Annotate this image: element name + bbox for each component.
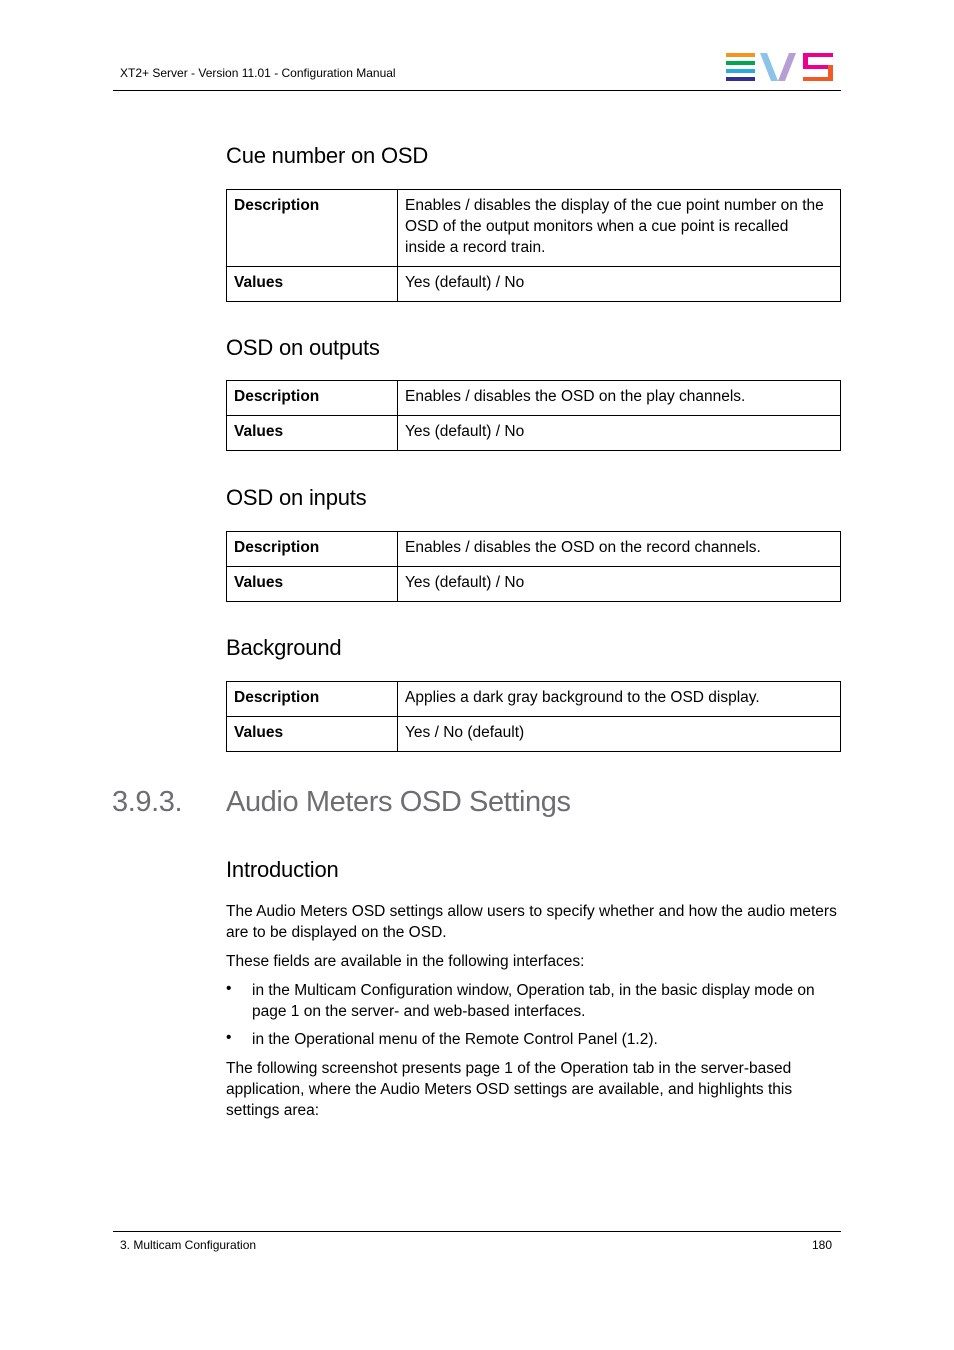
logo-stripe [726, 61, 755, 65]
table-row [227, 381, 841, 416]
footer-rule [113, 1231, 841, 1232]
header-rule [113, 90, 841, 91]
table-key: Values [227, 416, 398, 451]
table-key: Values [227, 267, 398, 302]
section-heading: Cue number on OSD [226, 143, 429, 168]
table-key: Values [227, 717, 398, 752]
body-paragraph: These fields are available in the following interfaces: [226, 953, 585, 970]
table-row [227, 267, 841, 302]
section-heading: OSD on inputs [226, 485, 367, 510]
table-value: Enables / disables the OSD on the record channels. [398, 532, 841, 567]
property-table [226, 189, 841, 302]
table-row [227, 682, 841, 717]
table-value: Enables / disables the display of the cue point number on the OSD of the output monitors when a cue point is recalled inside a record train. [398, 190, 841, 267]
bullet-marker: • [226, 1029, 232, 1046]
table-key: Values [227, 567, 398, 602]
table-value: Yes (default) / No [398, 416, 841, 451]
table-value: Yes / No (default) [398, 717, 841, 752]
section-heading: OSD on outputs [226, 335, 380, 360]
running-header: XT2+ Server - Version 11.01 - Configuration Manual [120, 66, 396, 80]
body-paragraph: The Audio Meters OSD settings allow users to specify whether and how the audio meters are to be displayed on the OSD. [226, 903, 837, 941]
chapter-title: Audio Meters OSD Settings [226, 786, 571, 818]
bullet-marker: • [226, 980, 232, 997]
logo-stripe [803, 77, 833, 81]
table-row [227, 416, 841, 451]
table-value: Applies a dark gray background to the OSD display. [398, 682, 841, 717]
table-row [227, 532, 841, 567]
table-key: Description [227, 381, 398, 416]
table-key: Description [227, 682, 398, 717]
bullet-item: in the Operational menu of the Remote Control Panel (1.2). [252, 1031, 658, 1048]
section-heading: Introduction [226, 857, 339, 882]
table-key: Description [227, 190, 398, 267]
logo-stripe [726, 69, 755, 73]
property-table [226, 531, 841, 602]
logo-stripe [803, 53, 808, 67]
property-table [226, 681, 841, 752]
bullet-item: in the Multicam Configuration window, Operation tab, in the basic display mode on page 1 on the server- and web-based interfaces. [252, 982, 815, 1020]
chapter-number: 3.9.3. [112, 786, 183, 818]
table-value: Enables / disables the OSD on the play channels. [398, 381, 841, 416]
logo-v-right [778, 53, 796, 81]
logo-stripe [726, 53, 755, 57]
page-number: 180 [812, 1238, 833, 1252]
logo-stripe [726, 77, 755, 81]
section-heading: Background [226, 635, 342, 660]
table-value: Yes (default) / No [398, 267, 841, 302]
body-paragraph: The following screenshot presents page 1 of the Operation tab in the server-based application, where the Audio Meters OSD settings are available, and highlights this settings area: [226, 1060, 793, 1119]
footer-chapter: 3. Multicam Configuration [120, 1238, 257, 1252]
table-key: Description [227, 532, 398, 567]
table-value: Yes (default) / No [398, 567, 841, 602]
table-row [227, 190, 841, 267]
logo-v-left [760, 53, 778, 81]
evs-logo [726, 53, 834, 81]
table-row [227, 567, 841, 602]
property-table [226, 380, 841, 451]
table-row [227, 717, 841, 752]
